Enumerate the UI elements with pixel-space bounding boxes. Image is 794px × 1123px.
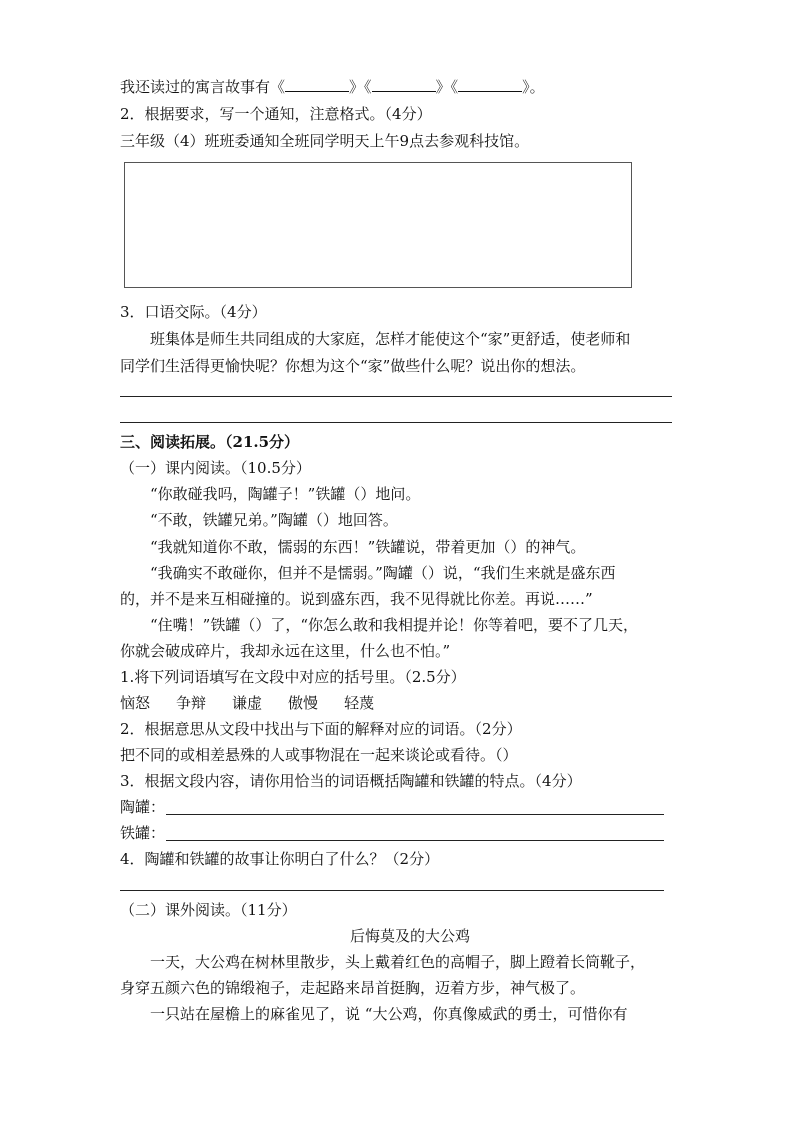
word-item: 傲慢 xyxy=(288,694,319,712)
part-1-title: （一）课内阅读。（10.5分） xyxy=(120,459,311,477)
part-1-question-4: 4．陶罐和铁罐的故事让你明白了什么？（2分） xyxy=(120,850,440,868)
section-3-title: 三、阅读拓展。（21.5分） xyxy=(120,433,300,451)
part-1-question-2: 2．根据意思从文段中找出与下面的解释对应的词语。（2分） xyxy=(120,720,522,738)
part-1-question-1: 1.将下列词语填写在文段中对应的括号里。（2.5分） xyxy=(120,668,466,686)
book-blank-3[interactable] xyxy=(458,77,522,92)
label-tao-guan: 陶罐： xyxy=(120,798,166,816)
reading-list-prefix: 我还读过的寓言故事有 xyxy=(120,78,271,96)
answer-line[interactable] xyxy=(120,422,672,423)
passage-line: 你就会破成碎片，我却永远在这里，什么也不怕。” xyxy=(120,642,451,660)
question-2-prompt: 三年级（4）班班委通知全班同学明天上午9点去参观科技馆。 xyxy=(120,132,530,150)
word-item: 争辩 xyxy=(176,694,207,712)
label-tie-guan: 铁罐： xyxy=(120,824,166,842)
answer-line[interactable] xyxy=(120,396,672,397)
story-line: 一天，大公鸡在树林里散步，头上戴着红色的高帽子，脚上蹬着长筒靴子， xyxy=(150,953,646,971)
passage-line: 的，并不是来互相碰撞的。说到盛东西，我不见得就比你差。再说……” xyxy=(120,590,593,608)
story-line: 身穿五颜六色的锦缎袍子，走起路来昂首挺胸，迈着方步，神气极了。 xyxy=(120,979,586,997)
question-3-title: 3．口语交际。（4分） xyxy=(120,303,267,321)
answer-line-tie[interactable] xyxy=(166,840,664,841)
answer-line[interactable] xyxy=(120,890,664,891)
answer-line-tao[interactable] xyxy=(166,814,664,815)
notice-answer-box[interactable] xyxy=(124,162,632,288)
passage-line: “你敢碰我吗，陶罐子！”铁罐（）地问。 xyxy=(150,485,421,503)
passage-line: “我就知道你不敢，懦弱的东西！”铁罐说，带着更加（）的神气。 xyxy=(150,538,586,556)
story-title: 后悔莫及的大公鸡 xyxy=(350,927,471,945)
passage-line: “住嘴！”铁罐（）了，“你怎么敢和我相提并论！你等着吧，要不了几天， xyxy=(150,616,639,634)
part-2-title: （二）课外阅读。（11分） xyxy=(120,901,297,919)
passage-line: “不敢，铁罐兄弟。”陶罐（）地回答。 xyxy=(150,511,398,529)
part-1-question-2-text: 把不同的或相差悬殊的人或事物混在一起来谈论或看待。（） xyxy=(120,746,518,764)
word-item: 轻蔑 xyxy=(344,694,375,712)
question-2-title: 2．根据要求，写一个通知，注意格式。（4分） xyxy=(120,105,432,123)
book-blank-2[interactable] xyxy=(372,77,436,92)
book-blank-1[interactable] xyxy=(285,77,349,92)
story-line: 一只站在屋檐上的麻雀见了，说 “大公鸡，你真像威武的勇士，可惜你有 xyxy=(150,1005,628,1023)
part-1-question-3: 3．根据文段内容，请你用恰当的词语概括陶罐和铁罐的特点。（4分） xyxy=(120,772,582,790)
word-bank xyxy=(120,693,374,713)
word-item: 恼怒 xyxy=(120,694,151,712)
passage-line: “我确实不敢碰你，但并不是懦弱。”陶罐（）说，“我们生来就是盛东西 xyxy=(150,564,616,582)
question-3-text-2: 同学们生活得更愉快呢？你想为这个“家”做些什么呢？说出你的想法。 xyxy=(120,357,586,375)
word-item: 谦虚 xyxy=(232,694,263,712)
question-3-text-1: 班集体是师生共同组成的大家庭，怎样才能使这个“家”更舒适，使老师和 xyxy=(150,330,631,348)
reading-list-line: 我还读过的寓言故事有《 》《 》《 》。 xyxy=(120,78,545,96)
